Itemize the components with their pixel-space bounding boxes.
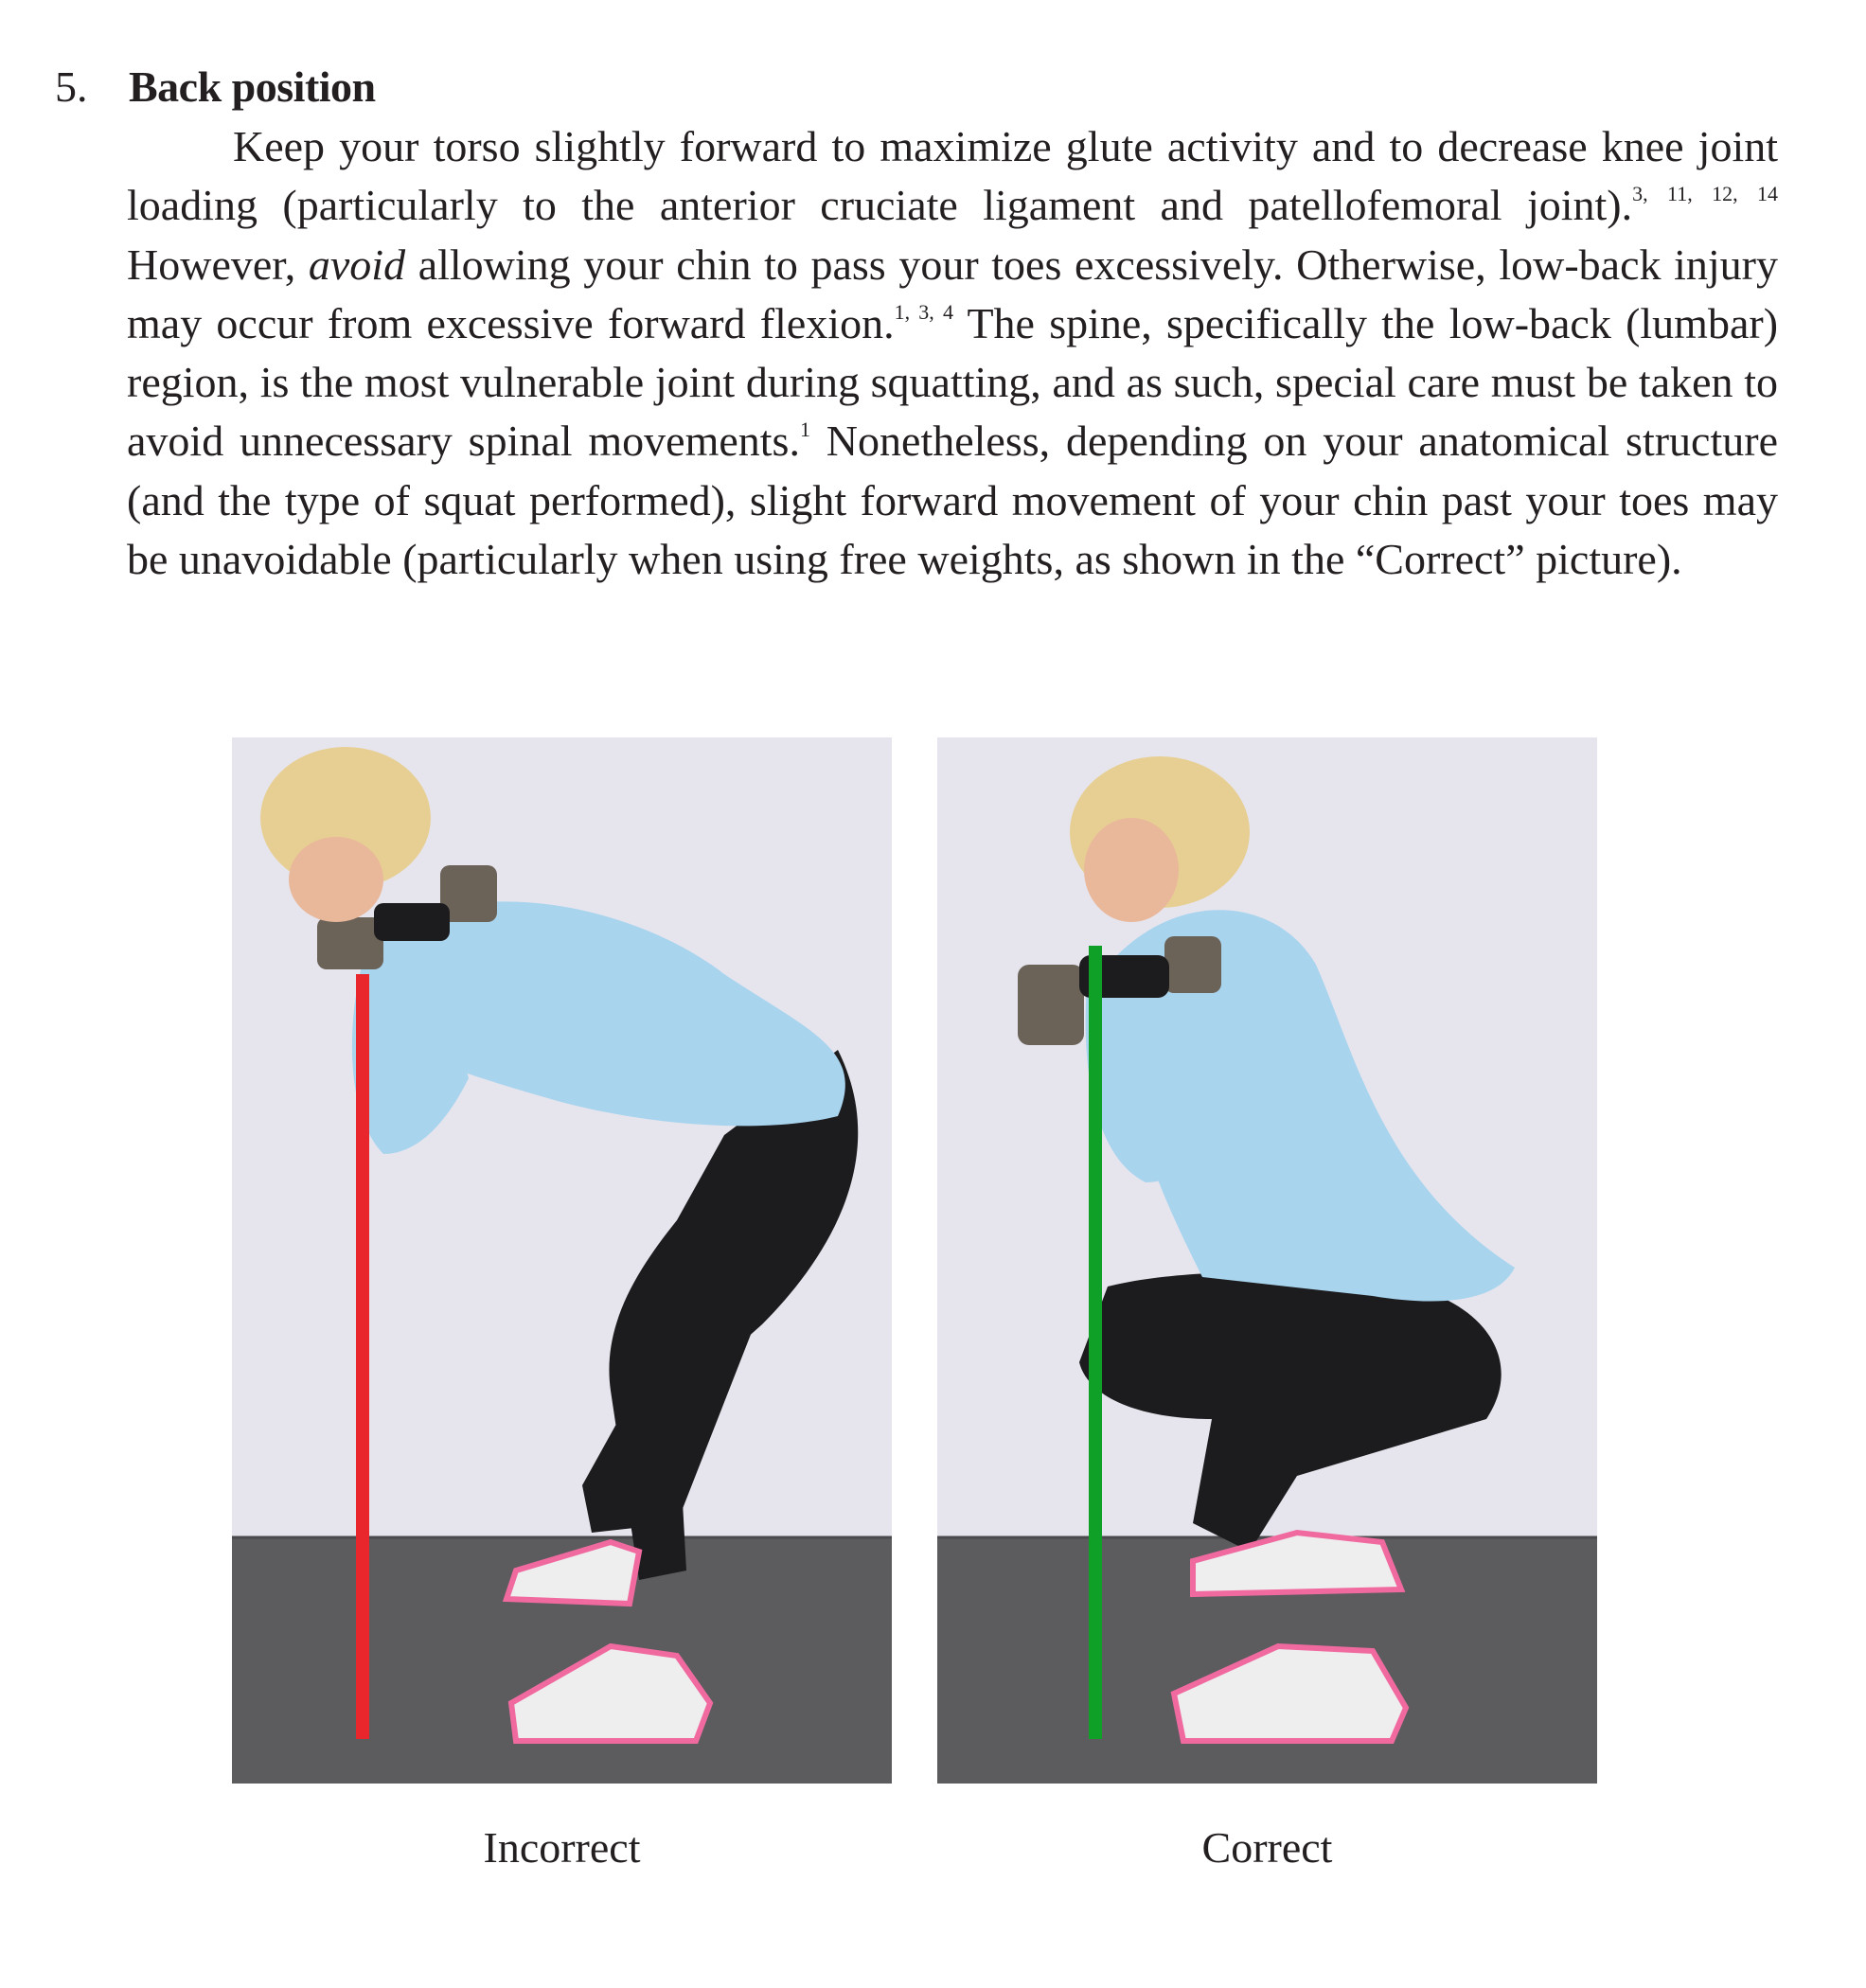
caption-incorrect: Incorrect	[483, 1823, 641, 1872]
alignment-line-correct	[1089, 946, 1102, 1739]
section-title: Back position	[129, 62, 376, 111]
paragraph-text-4: The spine, specifically the low-back (lumbar) region, is the most vulnerable joint during squatting, and as such, special care must be taken to avoid unnecessary spinal movements.	[127, 298, 1779, 466]
paragraph-text-1: Keep your torso slightly forward to maximize glute activity and to decrease knee joint loading (particularly to the anterior cruciate ligament and patellofemoral joint).	[127, 122, 1778, 230]
photo-incorrect-squat	[232, 737, 892, 1784]
citation-3: 1	[799, 417, 810, 442]
body-paragraph	[127, 117, 1778, 589]
citation-2: 1, 3, 4	[894, 299, 954, 324]
caption-correct: Correct	[1201, 1823, 1333, 1872]
citation-1: 3, 11, 12, 14	[1632, 182, 1778, 206]
photo-correct-squat	[937, 737, 1597, 1784]
alignment-line-incorrect	[356, 974, 369, 1739]
paragraph-text-2: However,	[127, 240, 309, 289]
section-heading	[55, 59, 376, 115]
paragraph-text-3: allowing your chin to pass your toes excessively. Otherwise, low-back injury may occur from excessive forward flexion.	[127, 240, 1778, 347]
paragraph-text-5: Nonetheless, depending on your anatomical structure (and the type of squat performed), slight forward movement of your chin past your toes may be unavoidable (particularly when using free weights, as shown in the “Correct” picture).	[127, 417, 1778, 584]
section-number: 5.	[55, 62, 88, 111]
emphasis-avoid: avoid	[308, 240, 406, 289]
